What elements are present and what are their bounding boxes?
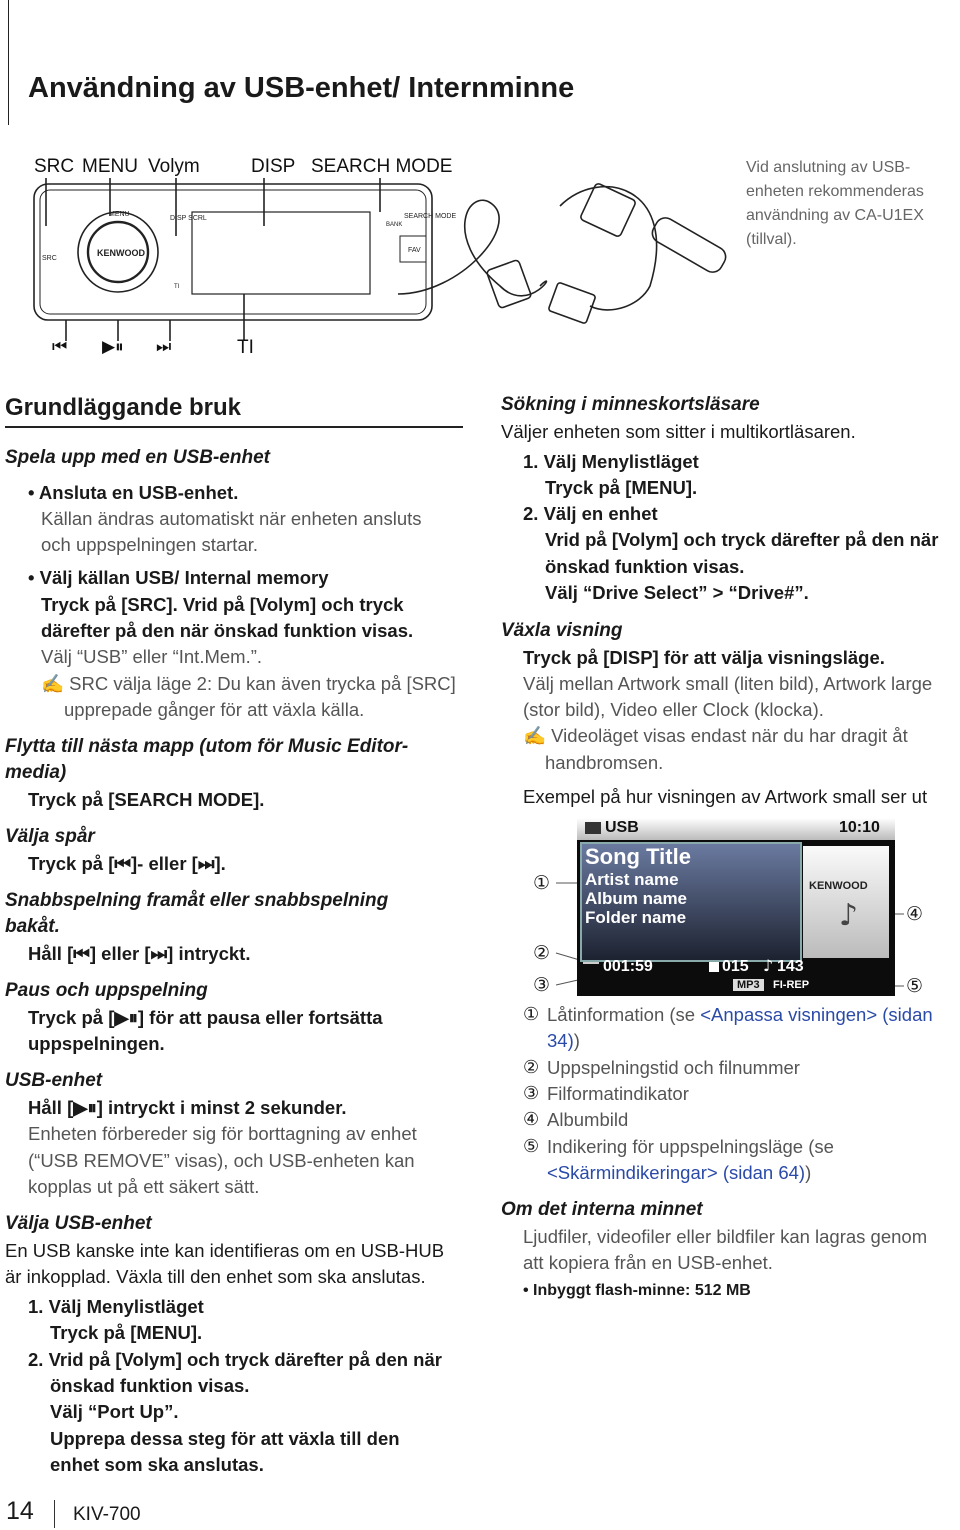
screen-folder: Folder name bbox=[585, 908, 687, 927]
label-next: ⏭ bbox=[156, 337, 172, 357]
screen-folder-num: 015 bbox=[722, 958, 749, 975]
text-line: (“USB REMOVE” visas), och USB-enheten kan bbox=[28, 1150, 415, 1171]
text-line: Ljudfiler, videofiler eller bildfiler kan lagras genom bbox=[523, 1226, 928, 1247]
text-line: Exempel på hur visningen av Artwork small ser ut bbox=[523, 786, 928, 807]
list-item-1-cont: 34)) bbox=[547, 1030, 580, 1051]
text-line: Vrid på [Volym] och tryck därefter på den när bbox=[545, 529, 939, 550]
screen-clock: 10:10 bbox=[839, 819, 880, 836]
callout-2: ② bbox=[533, 942, 551, 964]
list-item-3: Filformatindikator bbox=[547, 1083, 689, 1104]
screen-song-title: Song Title bbox=[585, 844, 691, 869]
text-line: enhet som ska anslutas. bbox=[50, 1454, 264, 1475]
screen-source: USB bbox=[605, 819, 639, 836]
page-title: Användning av USB-enhet/ Internminne bbox=[28, 72, 575, 104]
list-item-1: Låtinformation (se <Anpassa visningen> (sidan bbox=[547, 1004, 933, 1025]
figure-note: Vid anslutning av USB-enheten rekommenderas användning av CA-U1EX (tillval). bbox=[746, 159, 924, 248]
text-line: Väljer enheten som sitter i multikortläsaren. bbox=[501, 421, 856, 442]
heading-card-reader: Sökning i minneskortsläsare bbox=[501, 394, 760, 415]
page-number: 14 bbox=[6, 1497, 34, 1525]
bullet-connect: • Ansluta en USB-enhet. bbox=[28, 482, 239, 503]
section-rule bbox=[5, 426, 463, 428]
text-line: Källan ändras automatiskt när enheten ansluts bbox=[41, 508, 422, 529]
screen-format: MP3 bbox=[733, 979, 764, 991]
text-line: önskad funktion visas. bbox=[545, 556, 745, 577]
callout-3: ③ bbox=[533, 974, 551, 996]
model-name: KIV-700 bbox=[73, 1504, 141, 1525]
heading-switch-view: Växla visning bbox=[501, 620, 623, 641]
list-num-5: ⑤ bbox=[523, 1136, 540, 1157]
panel-menu-text: MENU bbox=[109, 211, 130, 218]
heading-play-usb: Spela upp med en USB-enhet bbox=[5, 447, 270, 468]
heading-pause: Paus och uppspelning bbox=[5, 980, 208, 1001]
heading-fast-play: Snabbspelning framåt eller snabbspelning bbox=[5, 890, 389, 911]
screen-mode: FI-REP bbox=[773, 979, 810, 991]
text-line: (stor bild), Video eller Clock (klocka). bbox=[523, 699, 824, 720]
text-line: Välj “USB” eller “Int.Mem.”. bbox=[41, 646, 263, 667]
label-prev: ⏮ bbox=[52, 337, 68, 357]
note-line: upprepade gånger för att växla källa. bbox=[64, 699, 365, 720]
text-line: uppspelningen. bbox=[28, 1033, 165, 1054]
note-line: ✍ SRC välja läge 2: Du kan även trycka på [SRC] bbox=[41, 673, 456, 694]
text-line: är inkopplad. Växla till den enhet som ska anslutas. bbox=[5, 1266, 426, 1287]
track-icon: ♪ bbox=[763, 956, 774, 975]
heading-fast-play-cont: bakåt. bbox=[5, 916, 60, 937]
callout-4: ④ bbox=[906, 903, 924, 925]
label-src: SRC bbox=[34, 156, 75, 177]
heading-internal-memory: Om det interna minnet bbox=[501, 1199, 703, 1220]
step-1: 1. Välj Menylistläget bbox=[28, 1296, 204, 1317]
heading-select-usb: Välja USB-enhet bbox=[5, 1213, 152, 1234]
text-line: Upprepa dessa steg för att växla till den bbox=[50, 1428, 400, 1449]
callout-1: ① bbox=[533, 872, 551, 894]
text-line: Tryck på [SEARCH MODE]. bbox=[28, 789, 265, 810]
text-line: Välj mellan Artwork small (liten bild), Artwork large bbox=[523, 673, 933, 694]
text-line: Tryck på [DISP] för att välja visningsläge. bbox=[523, 647, 885, 668]
heading-select-track: Välja spår bbox=[5, 826, 95, 847]
note-line: handbromsen. bbox=[545, 752, 664, 773]
label-search-mode: SEARCH MODE bbox=[311, 156, 453, 177]
text-line: och uppspelningen startar. bbox=[41, 534, 259, 555]
footer-divider bbox=[54, 1500, 55, 1528]
section-title: Grundläggande bruk bbox=[5, 394, 242, 421]
panel-disp-text: DISP SCRL bbox=[170, 215, 207, 222]
heading-next-folder-cont: media) bbox=[5, 762, 67, 783]
list-num-2: ② bbox=[523, 1057, 540, 1078]
link-page-34[interactable]: 34) bbox=[547, 1030, 574, 1051]
step-1: 1. Välj Menylistläget bbox=[523, 451, 699, 472]
step-2: 2. Välj en enhet bbox=[523, 503, 658, 524]
usb-source-icon bbox=[585, 822, 601, 834]
margin-rule bbox=[8, 0, 9, 125]
step-2: 2. Vrid på [Volym] och tryck därefter på den när bbox=[28, 1349, 442, 1370]
time-icon bbox=[583, 962, 599, 974]
text-line: därefter på den när önskad funktion visas. bbox=[41, 620, 414, 641]
bullet-select-source: • Välj källan USB/ Internal memory bbox=[28, 567, 329, 588]
screen-artist: Artist name bbox=[585, 870, 679, 889]
music-note-icon: ♪ bbox=[839, 898, 859, 933]
text-line: Håll [⏮] eller [⏭] intryckt. bbox=[28, 943, 251, 964]
callout-5: ⑤ bbox=[906, 975, 924, 997]
panel-fav-text: FAV bbox=[408, 247, 421, 254]
text-line: Tryck på [⏮]- eller [⏭]. bbox=[28, 853, 226, 874]
art-brand: KENWOOD bbox=[809, 880, 868, 892]
list-item-2: Uppspelningstid och filnummer bbox=[547, 1057, 800, 1078]
text-line: Tryck på [▶⏸] för att pausa eller fortsätta bbox=[28, 1007, 383, 1028]
note-line: ✍ Videoläget visas endast när du har dragit åt bbox=[523, 725, 908, 746]
list-num-3: ③ bbox=[523, 1083, 540, 1104]
label-volym: Volym bbox=[148, 156, 200, 177]
list-num-4: ④ bbox=[523, 1109, 540, 1130]
panel-src-text: SRC bbox=[42, 255, 57, 262]
text-line: önskad funktion visas. bbox=[50, 1375, 250, 1396]
screen-album: Album name bbox=[585, 889, 688, 908]
text-line: Välj “Port Up”. bbox=[50, 1401, 179, 1422]
label-menu: MENU bbox=[82, 156, 138, 177]
link-screen-indicators[interactable]: <Skärmindikeringar> (sidan 64) bbox=[547, 1162, 806, 1183]
list-item-4: Albumbild bbox=[547, 1109, 629, 1130]
list-item-5-cont: <Skärmindikeringar> (sidan 64)) bbox=[547, 1162, 812, 1183]
text-line: Håll [▶⏸] intryckt i minst 2 sekunder. bbox=[28, 1097, 347, 1118]
screen-time: 001:59 bbox=[603, 958, 653, 975]
text-line: Tryck på [SRC]. Vrid på [Volym] och tryck bbox=[41, 594, 404, 615]
screen-track-num: 143 bbox=[777, 958, 804, 975]
panel-search-text: SEARCH MODE bbox=[404, 213, 457, 220]
bullet-flash-memory: • Inbyggt flash-minne: 512 MB bbox=[523, 1282, 751, 1299]
display-screen bbox=[577, 818, 895, 996]
heading-usb-device: USB-enhet bbox=[5, 1070, 103, 1091]
panel-ti-text: TI bbox=[174, 284, 180, 290]
folder-icon bbox=[709, 962, 719, 972]
text-line: Välj “Drive Select” > “Drive#”. bbox=[545, 582, 809, 603]
list-item-5: Indikering för uppspelningsläge (se bbox=[547, 1136, 834, 1157]
text-line: Tryck på [MENU]. bbox=[545, 477, 698, 498]
panel-bank-text: BANK bbox=[386, 222, 403, 228]
heading-next-folder: Flytta till nästa mapp (utom för Music Editor- bbox=[5, 736, 409, 757]
link-customize-display[interactable]: <Anpassa visningen> (sidan bbox=[700, 1004, 933, 1025]
label-play-pause: ▶⏸ bbox=[102, 337, 124, 357]
text-line: Enheten förbereder sig för borttagning av enhet bbox=[28, 1123, 417, 1144]
label-disp: DISP bbox=[251, 156, 296, 177]
text-line: En USB kanske inte kan identifieras om en USB-HUB bbox=[5, 1240, 445, 1261]
text-line: kopplas ut på ett säkert sätt. bbox=[28, 1176, 260, 1197]
panel-brand-text: KENWOOD bbox=[97, 248, 145, 258]
list-num-1: ① bbox=[523, 1004, 540, 1025]
text-line: att kopiera från en USB-enhet. bbox=[523, 1252, 773, 1273]
text-line: Tryck på [MENU]. bbox=[50, 1322, 203, 1343]
label-ti: TI bbox=[237, 337, 254, 358]
